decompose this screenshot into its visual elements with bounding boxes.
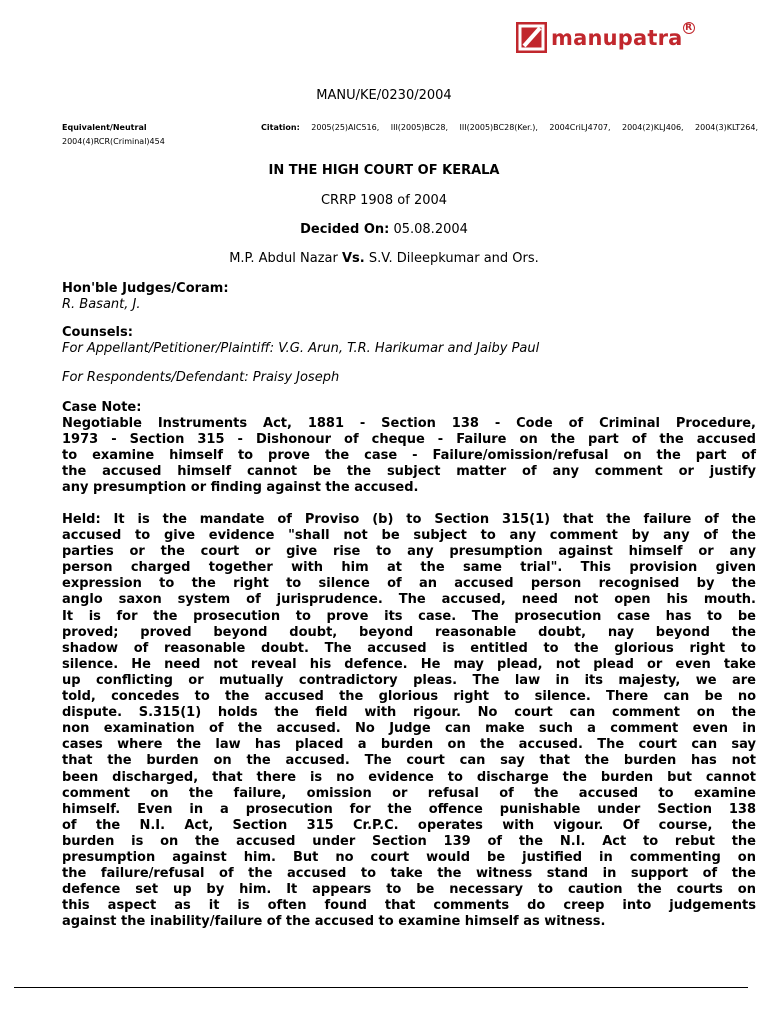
held-line: expression to the right to silence of an accused person recognised by the [62,576,756,592]
logo-mark-icon [516,22,547,53]
case-note-heading: Case Note: [62,400,142,415]
case-note-line: any presumption or finding against the accused. [62,480,419,496]
held-line: person charged together with him at the same trial". This provision given [62,560,756,576]
held-line: of the N.I. Act, Section 315 Cr.P.C. operates with vigour. Of course, the [62,817,756,833]
citation-line-1: 2005(25)AIC516, III(2005)BC28, III(2005)BC28(Ker.), 2004CriLJ4707, 2004(2)KLJ406, 2004(3)KLT264, [311,123,759,132]
registered-mark-icon: R [683,22,695,34]
judges-names: R. Basant, J. [62,297,141,312]
judges-heading: Hon'ble Judges/Coram: [62,281,229,296]
held-line: told, concedes to the accused the glorious right to silence. There can be no [62,689,756,705]
held-line: defence set up by him. It appears to be necessary to caution the courts on [62,882,756,898]
held-line: silence. He need not reveal his defence. He may plead, not plead or even take [62,656,756,672]
case-note-text [62,416,756,496]
held-line: burden is on the accused under Section 139 of the N.I. Act to rebut the [62,833,756,849]
case-note-line: 1973 - Section 315 - Dishonour of cheque - Failure on the part of the accused [62,432,756,448]
held-line: presumption against him. But no court would be justified in commenting on [62,849,756,865]
citation-label-1: Equivalent/Neutral [62,123,147,132]
held-line: anglo saxon system of jurisprudence. The accused, need not open his mouth. [62,592,756,608]
held-line: parties or the court or give rise to any presumption against himself or any [62,544,756,560]
held-line: the failure/refusal of the accused to take the witness stand in support of the [62,866,756,882]
held-line: dispute. S.315(1) holds the field with rigour. No court can comment on the [62,705,756,721]
held-line: It is for the prosecution to prove its case. The prosecution case has to be [62,608,756,624]
case-note-line: Negotiable Instruments Act, 1881 - Section 138 - Code of Criminal Procedure, [62,416,756,431]
manu-citation-id: MANU/KE/0230/2004 [316,88,452,103]
held-line: against the inability/failure of the accused to examine himself as witness. [62,914,606,930]
case-note-line: to examine himself to prove the case - Failure/omission/refusal on the part of [62,448,756,464]
case-parties [0,251,768,266]
citation-line-2: 2004(4)RCR(Criminal)454 [62,137,165,146]
decided-date: 05.08.2004 [393,222,468,237]
held-line: that the burden on the accused. The court can say that the burden has not [62,753,756,769]
versus-label: Vs. [341,251,365,266]
appellant-name: M.P. Abdul Nazar [229,251,338,266]
respondent-counsel: For Respondents/Defendant: Praisy Joseph [62,370,340,385]
decided-label: Decided On: [300,222,390,237]
held-line: non examination of the accused. No Judge can make such a comment even in [62,721,756,737]
manupatra-logo [516,22,692,53]
held-line: this aspect as it is often found that comments do creep into judgements [62,898,756,914]
held-line: proved; proved beyond doubt, beyond reasonable doubt, nay beyond the [62,624,756,640]
decided-on [0,222,768,237]
appellant-counsel: For Appellant/Petitioner/Plaintiff: V.G. Arun, T.R. Harikumar and Jaiby Paul [62,341,540,356]
held-line: shadow of reasonable doubt. The accused is entitled to the glorious right to [62,640,756,656]
respondent-name: S.V. Dileepkumar and Ors. [368,251,539,266]
held-line: been discharged, that there is no evidence to discharge the burden but cannot [62,769,756,785]
court-name: IN THE HIGH COURT OF KERALA [268,163,500,178]
held-line: cases where the law has placed a burden on the accused. The court can say [62,737,756,753]
counsels-heading: Counsels: [62,325,133,340]
equivalent-citation [62,119,758,137]
logo-text: manupatra [551,25,683,50]
held-line: up conflicting or mutually contradictory pleas. The law in its majesty, we are [62,672,756,688]
held-line: comment on the failure, omission or refusal of the accused to examine [62,785,756,801]
logo-wordmark [551,22,692,50]
held-text [62,512,756,930]
held-line: Held: It is the mandate of Proviso (b) to Section 315(1) that the failure of the [62,512,756,527]
held-line: accused to give evidence "shall not be subject to any comment by any of the [62,528,756,544]
held-line: himself. Even in a prosecution for the offence punishable under Section 138 [62,801,756,817]
footer-divider [14,987,748,988]
case-number: CRRP 1908 of 2004 [320,193,448,208]
case-note-line: the accused himself cannot be the subject matter of any comment or justify [62,464,756,480]
citation-label-2: Citation: [261,123,300,132]
